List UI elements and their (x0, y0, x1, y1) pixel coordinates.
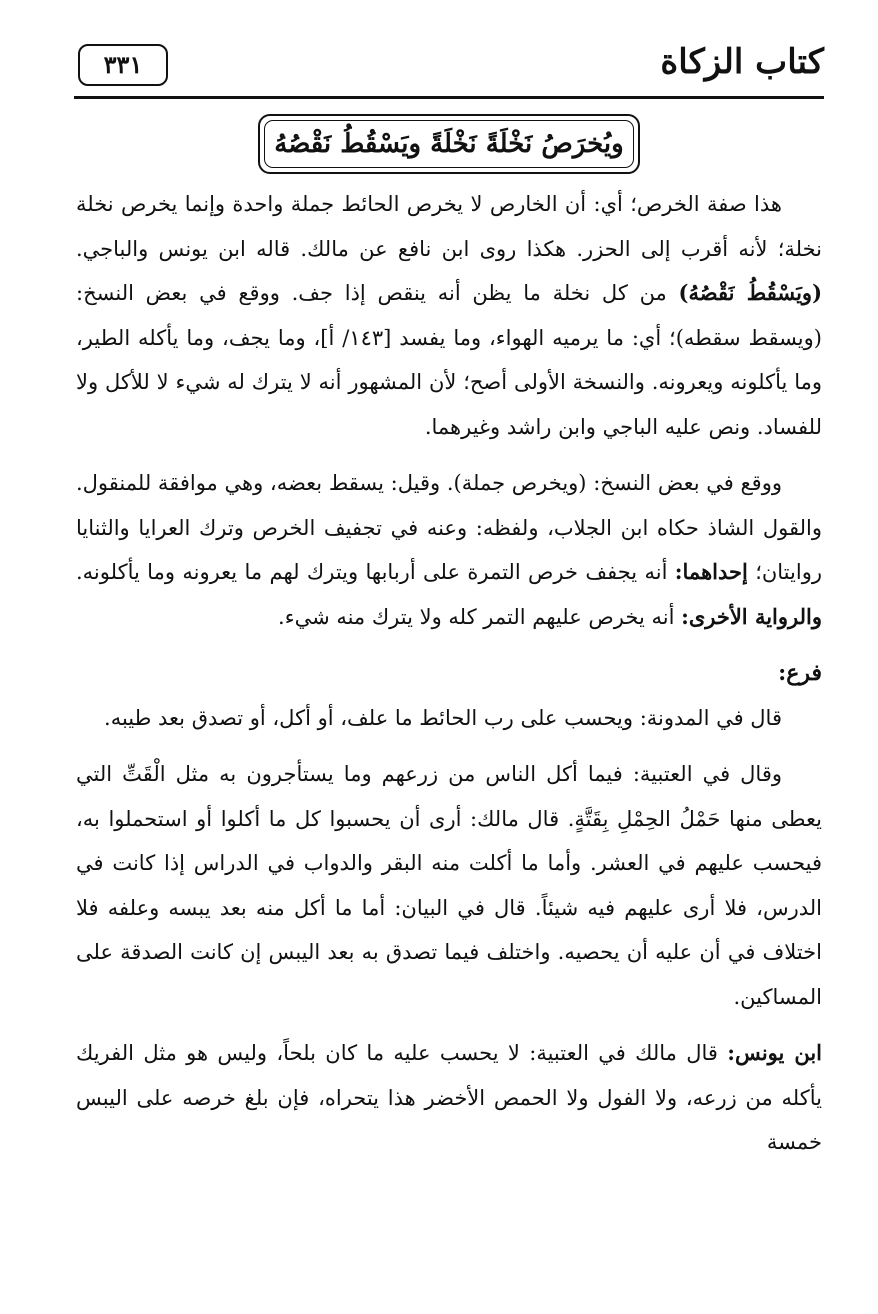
text-segment: أنه يجفف خرص التمرة على أربابها ويترك لهم ما يعرونه وما يأكلونه. (76, 560, 675, 584)
paragraph (76, 182, 822, 449)
page-header (74, 40, 824, 98)
text-segment: وقال في العتبية: فيما أكل الناس من زرعهم وما يستأجرون به مثل الْقَتِّ التي يعطى منها حَمْلُ الحِمْلِ بِقَتَّةٍ. قال مالك: أرى أن يحسبوا كل ما أكلوا أو استحملوا به، فيحسب عليهم في العشر. وأما ما أكلت منه البقر والدواب في الدراس إذا كانت في الدرس، فلا أرى عليهم فيه شيئاً. قال في البيان: أما ما أكل منه بعد يبسه وعلفه فلا اختلاف في أن عليه أن يحصيه. واختلف فيما تصدق به بعد اليبس إن كانت الصدقة على المساكين. (76, 762, 822, 1009)
text-segment: قال في المدونة: ويحسب على رب الحائط ما علف، أو أكل، أو تصدق بعد طيبه. (104, 705, 782, 730)
paragraph (76, 1031, 822, 1165)
body-text (76, 182, 822, 1165)
subheading-far3 (76, 651, 822, 696)
text-segment: هذا صفة الخرص؛ أي: أن الخارص لا يخرص الحائط جملة واحدة وإنما يخرص نخلة نخلة؛ لأنه أقرب إلى الحزر. هكذا روى ابن نافع عن مالك. قاله ابن يونس والباجي. (76, 192, 822, 261)
page-number: ٣٣١ (78, 44, 168, 86)
section-heading: ويُخرَصُ نَخْلَةً نَخْلَةً ويَسْقُطُ نَقْصُهُ (264, 120, 634, 168)
book-title: كتاب الزكاة (660, 42, 824, 82)
far3-label: فرع: (778, 660, 822, 686)
bold-term: إحداهما: (674, 559, 748, 584)
paragraph-gap (76, 1019, 822, 1031)
text-segment: ووقع في بعض النسخ: (ويخرص جملة). وقيل: يسقط بعضه، وهي موافقة للمنقول. والقول الشاذ حكاه ابن الجلاب، ولفظه: وعنه في تجفيف الخرص وترك العرايا والثنايا روايتان؛ (76, 471, 822, 584)
paragraph (76, 696, 822, 741)
text-segment: قال مالك في العتبية: لا يحسب عليه ما كان بلحاً، وليس هو مثل الفريك يأكله من زرعه، ولا الفول ولا الحمص الأخضر هذا يتحراه، فإن بلغ خرصه على اليبس خمسة (76, 1041, 822, 1154)
bold-term: والرواية الأخرى: (681, 603, 822, 629)
section-heading-frame (258, 114, 640, 174)
paragraph-gap (76, 639, 822, 651)
bold-term: ابن يونس: (727, 1040, 822, 1065)
paragraph-gap (76, 449, 822, 461)
header-rule (74, 96, 824, 99)
paragraph-gap (76, 740, 822, 752)
quoted-matn: (ويَسْقُطُ نَقْصُهُ) (678, 280, 823, 305)
text-segment: من كل نخلة ما يظن أنه ينقص إذا جف. ووقع في بعض النسخ: (ويسقط سقطه)؛ أي: ما يرميه الهواء، وما يفسد [١٤٣/ أ]، وما يجف، وما يأكله الطير، وما يأكلونه ويعرونه. والنسخة الأولى أصح؛ لأن المشهور أنه لا يترك له شيء لا للأكل ولا للفساد. ونص عليه الباجي وابن راشد وغيرهما. (76, 281, 822, 439)
paragraph (76, 752, 822, 1019)
text-segment: أنه يخرص عليهم التمر كله ولا يترك منه شيء. (278, 604, 682, 629)
paragraph (76, 461, 822, 639)
